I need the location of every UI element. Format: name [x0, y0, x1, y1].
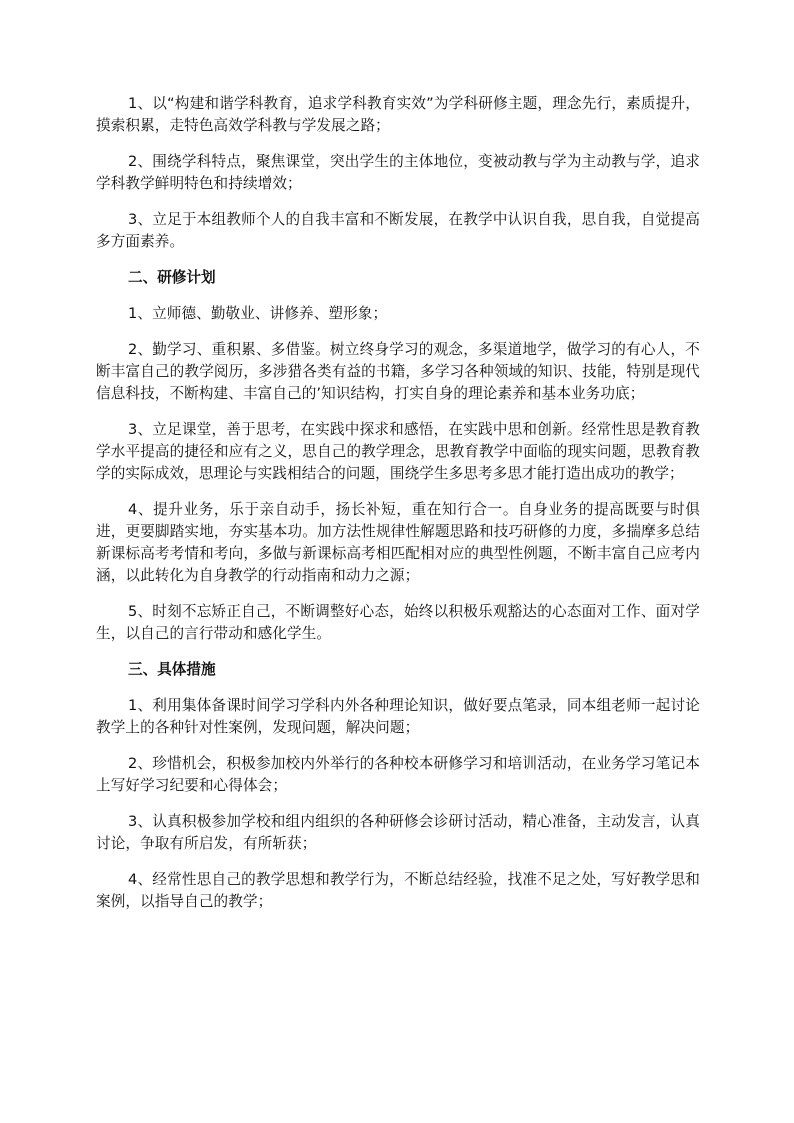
- document-body: [96, 93, 700, 927]
- section-heading-specific-measures: 三、具体措施: [128, 661, 216, 678]
- plan-item-4: 4、提升业务，乐于亲自动手，扬长补短，重在知行合一。自身业务的提高既要与时俱进，更要脚踏实地，夯实基本功。加方法性规律性解题思路和技巧研修的力度，多揣摩多总结新课标高考考情和考向，多做与新课标高考相匹配相对应的典型性例题，不断丰富自己应考内涵，以此转化为自身教学的行动指南和动力之源；: [96, 501, 700, 584]
- intro-item-1: 1、以“构建和谐学科教育，追求学科教育实效”为学科研修主题，理念先行，素质提升，摸索积累，走特色高效学科教与学发展之路；: [96, 95, 700, 134]
- measure-item-2: 2、珍惜机会，积极参加校内外举行的各种校本研修学习和培训活动，在业务学习笔记本上写好学习纪要和心得体会；: [96, 755, 700, 794]
- measure-item-1: 1、利用集体备课时间学习学科内外各种理论知识，做好要点笔录，同本组老师一起讨论教学上的各种针对性案例，发现问题，解决问题；: [96, 697, 700, 736]
- intro-item-3: 3、立足于本组教师个人的自我丰富和不断发展，在教学中认识自我，思自我，自觉提高多方面素养。: [96, 211, 700, 250]
- plan-item-3: 3、立足课堂，善于思考，在实践中探求和感悟，在实践中思和创新。经常性思是教育教学水平提高的捷径和应有之义，思自己的教学理念，思教育教学中面临的现实问题，思教育教学的实际成效，思理论与实践相结合的问题，围绕学生多思考多思才能打造出成功的教学；: [96, 421, 700, 482]
- section-heading-research-plan: 二、研修计划: [128, 269, 216, 286]
- measure-item-4: 4、经常性思自己的教学思想和教学行为，不断总结经验，找准不足之处，写好教学思和案例，以指导自己的教学；: [96, 871, 700, 910]
- plan-item-5: 5、时刻不忘矫正自己，不断调整好心态，始终以积极乐观豁达的心态面对工作、面对学生，以自己的言行带动和感化学生。: [96, 603, 700, 642]
- plan-item-2: 2、勤学习、重积累、多借鉴。树立终身学习的观念，多渠道地学，做学习的有心人，不断丰富自己的教学阅历，多涉猎各类有益的书籍，多学习各种领域的知识、技能，特别是现代信息科技，不断构建、丰富自己的’知识结构，打实自身的理论素养和基本业务功底；: [96, 341, 700, 402]
- plan-item-1: 1、立师德、勤敬业、讲修养、塑形象；: [128, 305, 388, 322]
- intro-item-2: 2、围绕学科特点，聚焦课堂，突出学生的主体地位，变被动教与学为主动教与学，追求学科教学鲜明特色和持续增效；: [96, 153, 700, 192]
- measure-item-3: 3、认真积极参加学校和组内组织的各种研修会诊研讨活动，精心准备，主动发言，认真讨论，争取有所启发，有所斩获；: [96, 813, 700, 852]
